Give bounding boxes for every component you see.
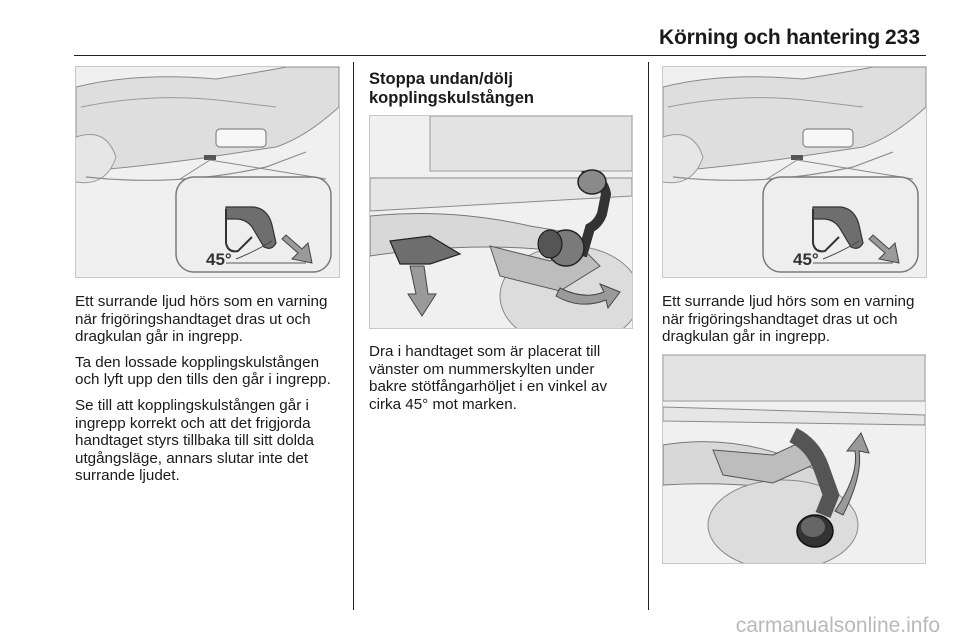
paragraph: Ett surrande ljud hörs som en varning när frigöringshandtaget dras ut och dragkulan går in ingrepp. <box>662 293 915 346</box>
figure-towbar-stow <box>369 115 633 329</box>
column-divider-left <box>353 62 354 610</box>
left-column-text <box>75 293 345 493</box>
paragraph: Ett surrande ljud hörs som en varning när frigöringshandtaget dras ut och dragkulan går in ingrepp. <box>75 293 328 346</box>
page-header-title: Körning och hantering <box>659 26 880 49</box>
paragraph: Dra i handtaget som är placerat till vänster om nummerskylten under bakre stötfångarhöljet i en vinkel av cirka 45° mot marken. <box>369 343 608 413</box>
section-heading: Stoppa undan/dölj kopplingskulstången <box>369 70 535 107</box>
middle-column-text <box>369 343 635 421</box>
page-number: 233 <box>885 26 921 49</box>
figure-release-handle-left <box>75 66 340 278</box>
header-rule <box>74 55 926 56</box>
watermark: carmanualsonline.info <box>735 614 940 637</box>
figure-angle-label: 45° <box>206 250 232 269</box>
paragraph: Se till att kopplingskulstången går i ingrepp korrekt och att det frigjorda handtaget styrs tillbaka till sitt dolda utgångsläge, annars slutar inte det surrande ljudet. <box>75 396 314 485</box>
column-divider-right <box>648 62 649 610</box>
figure-release-handle-right <box>662 66 927 278</box>
figure-angle-label: 45° <box>793 250 819 269</box>
figure-towbar-rotate <box>662 354 926 564</box>
right-column-text <box>662 293 932 354</box>
paragraph: Ta den lossade kopplingskulstången och lyft upp den tills den går i ingrepp. <box>75 353 331 389</box>
